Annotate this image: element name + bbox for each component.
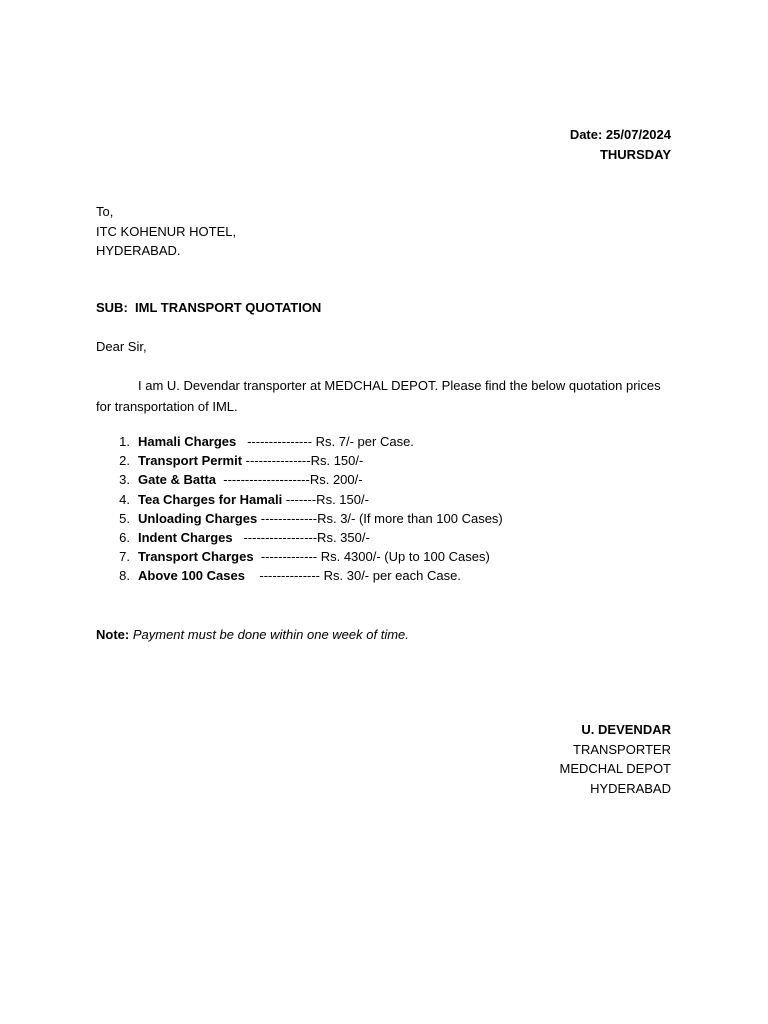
note-text: Payment must be done within one week of time. [132, 627, 409, 642]
charges-list [96, 432, 503, 586]
item-number: 2. [119, 453, 130, 469]
note-line [96, 625, 409, 645]
signatory-title: TRANSPORTER [573, 741, 671, 757]
recipient-city: HYDERABAD. [96, 243, 181, 258]
item-detail: ------------- Rs. 4300/- (Up to 100 Cases) [253, 549, 490, 565]
recipient-block [96, 202, 236, 261]
body-line-2: for transportation of IML. [96, 399, 238, 414]
item-detail: --------------------Rs. 200/- [216, 472, 363, 488]
list-item [96, 566, 503, 585]
item-label: Hamali Charges [138, 434, 237, 449]
list-item [96, 509, 503, 528]
date-line: Date: 25/07/2024 [569, 127, 671, 142]
subject-line: SUB: IML TRANSPORT QUOTATION [96, 300, 322, 315]
note-label: Note: [96, 627, 130, 642]
item-label: Tea Charges for Hamali [138, 491, 283, 507]
item-label: Transport Charges [138, 549, 254, 565]
signatory-city: HYDERABAD [590, 780, 671, 796]
list-item [96, 470, 503, 489]
item-detail: -----------------Rs. 350/- [232, 529, 370, 545]
item-detail: -------------Rs. 3/- (If more than 100 Cases) [257, 510, 503, 526]
item-number: 1. [119, 434, 130, 449]
item-number: 5. [119, 510, 130, 526]
item-detail: -------Rs. 150/- [282, 491, 369, 507]
item-label: Gate & Batta [138, 472, 217, 488]
day-line: THURSDAY [599, 146, 671, 162]
list-item [96, 547, 503, 566]
item-detail: --------------- Rs. 7/- per Case. [236, 434, 414, 449]
item-label: Above 100 Cases [138, 568, 245, 584]
signature-block [560, 720, 671, 798]
salutation: Dear Sir, [96, 339, 147, 354]
item-number: 7. [119, 549, 130, 565]
signatory-depot: MEDCHAL DEPOT [559, 761, 671, 776]
list-item [96, 451, 503, 470]
date-block [570, 125, 671, 164]
recipient-name: ITC KOHENUR HOTEL, [96, 223, 237, 239]
item-number: 6. [119, 529, 130, 545]
item-number: 4. [119, 491, 130, 507]
item-label: Indent Charges [138, 529, 233, 545]
item-number: 8. [119, 568, 130, 584]
item-number: 3. [119, 472, 130, 488]
body-paragraph [96, 375, 676, 417]
signatory-name: U. DEVENDAR [581, 722, 671, 737]
body-line-1: I am U. Devendar transporter at MEDCHAL DEPOT. Please find the below quotation prices [138, 378, 661, 393]
item-label: Transport Permit [138, 453, 243, 469]
to-line: To, [96, 204, 114, 219]
item-detail: ---------------Rs. 150/- [242, 453, 364, 469]
item-detail: -------------- Rs. 30/- per each Case. [244, 568, 461, 584]
list-item [96, 432, 503, 451]
item-label: Unloading Charges [138, 510, 258, 526]
list-item [96, 528, 503, 547]
list-item [96, 490, 503, 509]
